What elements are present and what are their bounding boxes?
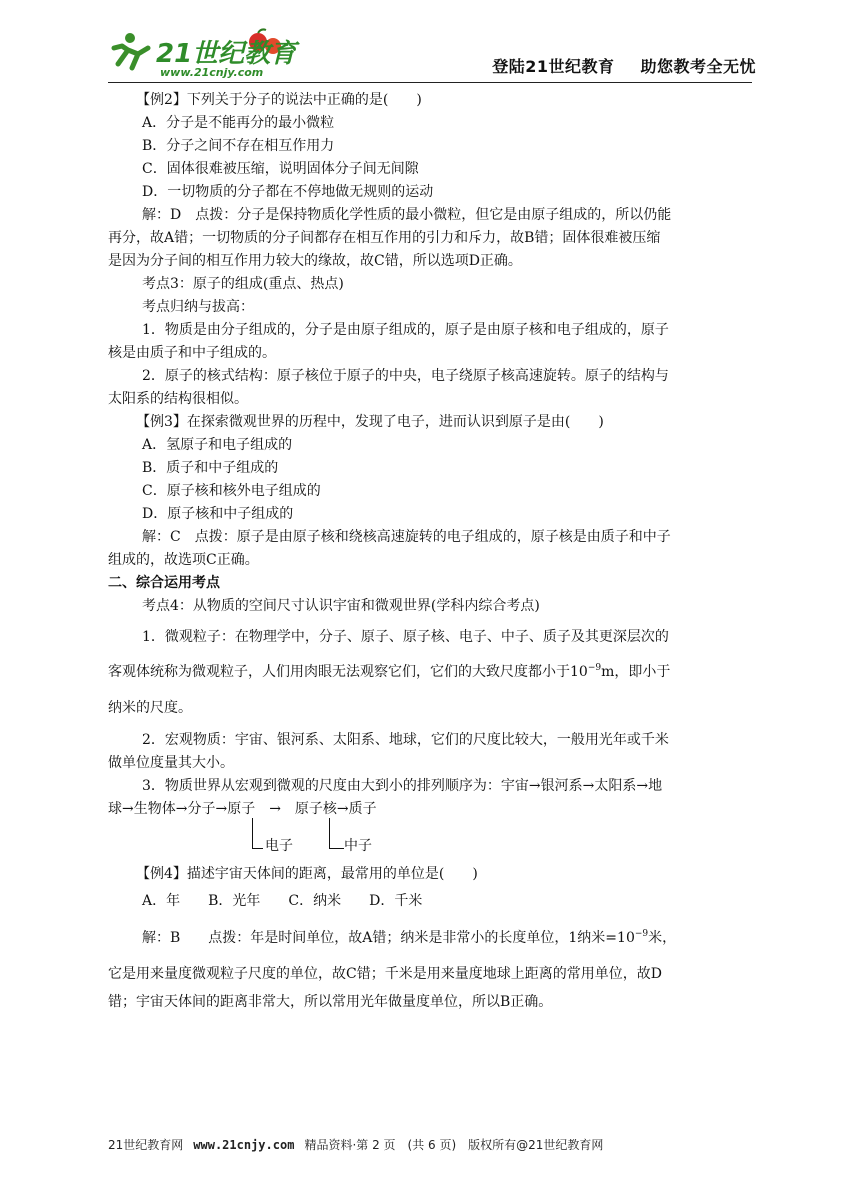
footer-site: 21世纪教育网 bbox=[108, 1138, 184, 1152]
micro-text-after: m，即小于 bbox=[601, 664, 671, 680]
example-2-option-d: D．一切物质的分子都在不停地做无规则的运动 bbox=[142, 184, 434, 200]
summary-heading: 考点归纳与拔高： bbox=[142, 299, 254, 315]
example-2-answer-line: 再分，故A错；一切物质的分子间都存在相互作用的引力和斥力，故B错；固体很难被压缩 bbox=[108, 230, 661, 246]
section-2-heading: 二、综合运用考点 bbox=[108, 575, 220, 591]
example-3-option-d: D．原子核和中子组成的 bbox=[142, 506, 294, 522]
logo-url: www.21cnjy.com bbox=[160, 66, 264, 79]
header-divider bbox=[108, 82, 752, 83]
point-4-item-3: 3．物质世界从宏观到微观的尺度由大到小的排列顺序为：宇宙→银河系→太阳系→地 bbox=[142, 778, 663, 794]
example-4-answer-line: 它是用来量度微观粒子尺度的单位，故C错；千米是用来量度地球上距离的常用单位，故D bbox=[108, 966, 662, 982]
header-tagline bbox=[492, 54, 756, 77]
section-point-3-title: 考点3：原子的组成(重点、热点) bbox=[142, 276, 344, 292]
section-point-4-title: 考点4：从物质的空间尺寸认识宇宙和微观世界(学科内综合考点) bbox=[142, 598, 540, 614]
example-2-answer-line: 解：D 点拨：分子是保持物质化学性质的最小微粒，但它是由原子组成的，所以仍能 bbox=[142, 207, 672, 223]
example-3-question: 【例3】在探索微观世界的历程中，发现了电子，进而认识到原子是由( ) bbox=[136, 414, 604, 430]
example-2-option-c: C．固体很难被压缩，说明固体分子间无间隙 bbox=[142, 161, 419, 177]
example-3-answer-line: 组成的，故选项C正确。 bbox=[108, 552, 259, 568]
example-2-option-a: A．分子是不能再分的最小微粒 bbox=[142, 115, 335, 131]
logo-graphic bbox=[108, 28, 308, 80]
example-4-answer-line bbox=[142, 928, 676, 948]
point-3-item-1: 1．物质是由分子组成的，分子是由原子组成的，原子是由原子核和电子组成的，原子 bbox=[142, 322, 669, 338]
site-logo bbox=[108, 28, 308, 80]
bracket-electron bbox=[252, 818, 263, 849]
example-3-option-a: A．氢原子和电子组成的 bbox=[142, 437, 293, 453]
point-4-item-1: 纳米的尺度。 bbox=[108, 700, 192, 716]
point-3-item-1: 核是由质子和中子组成的。 bbox=[108, 345, 276, 361]
example-4-options: A．年 B．光年 C．纳米 D．千米 bbox=[142, 893, 423, 909]
point-4-item-3: 球→生物体→分子→原子 → 原子核→质子 bbox=[108, 801, 377, 817]
example-4-answer-line: 错；宇宙天体间的距离非常大，所以常用光年做量度单位，所以B正确。 bbox=[108, 994, 553, 1010]
point-4-item-2: 2．宏观物质：宇宙、银河系、太阳系、地球，它们的尺度比较大，一般用光年或千米 bbox=[142, 732, 669, 748]
header-tag-slogan: 助您教考全无忧 bbox=[640, 57, 756, 76]
answer4-text-after: 米， bbox=[648, 930, 677, 946]
diagram-neutron-label: 中子 bbox=[344, 838, 372, 854]
footer-page-info: 精品资料·第 2 页 (共 6 页) 版权所有@21世纪教育网 bbox=[304, 1138, 604, 1152]
example-3-answer-line: 解：C 点拨：原子是由原子核和绕核高速旋转的电子组成的，原子核是由质子和中子 bbox=[142, 529, 671, 545]
point-3-item-2: 太阳系的结构很相似。 bbox=[108, 391, 248, 407]
logo-text: 21世纪教育 bbox=[156, 39, 297, 69]
page-footer bbox=[108, 1136, 603, 1153]
micro-text-before: 客观体统称为微观粒子，人们用肉眼无法观察它们，它们的大致尺度都小于10 bbox=[108, 664, 588, 680]
example-2-answer-line: 是因为分子间的相互作用力较大的缘故，故C错，所以选项D正确。 bbox=[108, 253, 522, 269]
footer-url[interactable]: www.21cnjy.com bbox=[193, 1138, 295, 1152]
point-4-item-2: 做单位度量其大小。 bbox=[108, 755, 234, 771]
example-3-option-c: C．原子核和核外电子组成的 bbox=[142, 483, 321, 499]
answer4-text-before: 解：B 点拨：年是时间单位，故A错；纳米是非常小的长度单位，1纳米=10 bbox=[142, 930, 635, 946]
point-4-item-1: 1．微观粒子：在物理学中，分子、原子、原子核、电子、中子、质子及其更深层次的 bbox=[142, 629, 669, 645]
example-3-option-b: B．质子和中子组成的 bbox=[142, 460, 279, 476]
diagram-electron-label: 电子 bbox=[265, 838, 293, 854]
answer4-exponent: −9 bbox=[634, 929, 649, 939]
micro-exponent: −9 bbox=[587, 663, 602, 673]
bracket-neutron bbox=[329, 818, 344, 849]
example-2-question: 【例2】下列关于分子的说法中正确的是( ) bbox=[136, 92, 422, 108]
header-tag-login: 登陆21世纪教育 bbox=[492, 57, 615, 76]
example-4-question: 【例4】描述宇宙天体间的距离，最常用的单位是( ) bbox=[136, 866, 478, 882]
example-2-option-b: B．分子之间不存在相互作用力 bbox=[142, 138, 335, 154]
point-3-item-2: 2．原子的核式结构：原子核位于原子的中央，电子绕原子核高速旋转。原子的结构与 bbox=[142, 368, 669, 384]
point-4-item-1 bbox=[108, 662, 670, 682]
